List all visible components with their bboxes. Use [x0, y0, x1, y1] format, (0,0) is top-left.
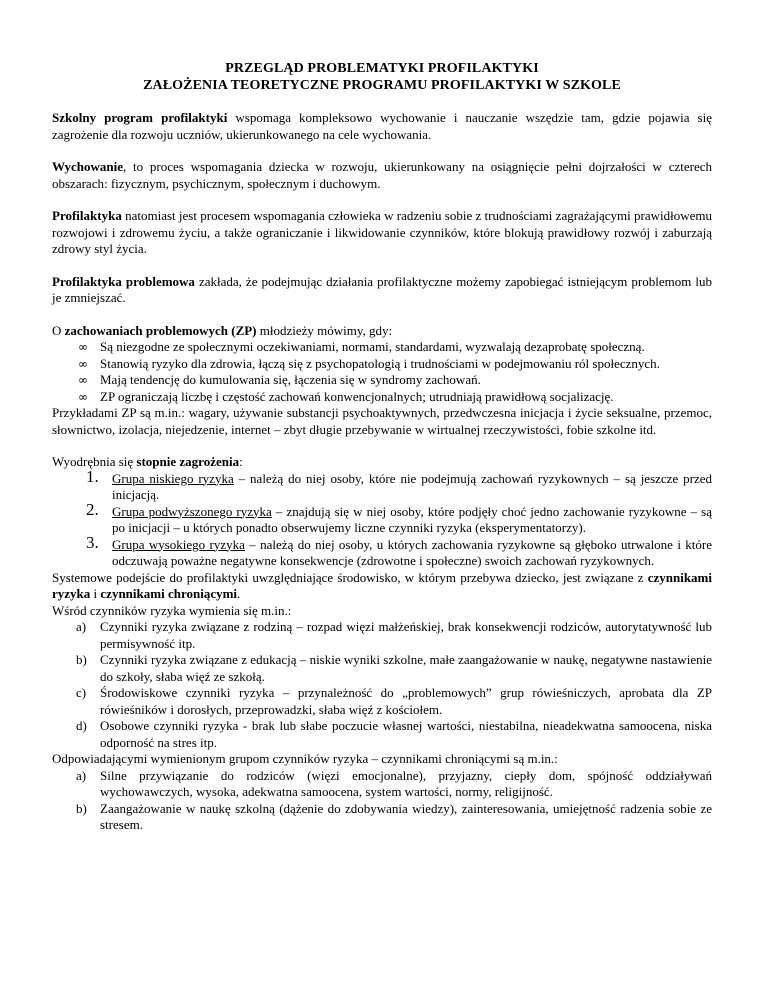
- list-letter: d): [76, 718, 87, 733]
- infinity-bullet-icon: ∞: [78, 389, 88, 404]
- list-item: [78, 356, 712, 373]
- paragraph-text: zakłada, że podejmując działania profilaktyczne możemy zapobiegać istniejącym problemom lub je zmniejszać.: [52, 273, 712, 305]
- problem-behaviours-list: [52, 339, 712, 405]
- list-item-text: Silne przywiązanie do rodziców (więzi emocjonalne), przyjazny, ciepły dom, spójność oddziaływań wychowawczych, wysoka, adekwatna samoocena, system wartości, normy, religijność.: [100, 767, 712, 799]
- list-item: [78, 339, 712, 356]
- problem-behaviours-examples: Przykładami ZP są m.in.: wagary, używanie substancji psychoaktywnych, przedwczesna inicjacja i życie seksualne, przemoc, słownictwo, izolacja, niejedzenie, internet – zbyt długie przebywanie w wirtualnej rzeczywistości, fobie szkolne itd.: [52, 405, 712, 437]
- intro-text: :: [239, 454, 243, 469]
- paragraph-upbringing: [52, 159, 712, 192]
- list-item: [76, 718, 712, 751]
- intro-text: młodzieży mówimy, gdy:: [256, 322, 393, 338]
- list-item: [86, 532, 713, 570]
- intro-text: Wyodrębnia się: [52, 454, 137, 469]
- title-line-1: PRZEGLĄD PROBLEMATYKI PROFILAKTYKI: [225, 61, 539, 76]
- paragraph-text: Systemowe podejście do profilaktyki uwzględniające środowisko, w którym przebywa dziecko, jest związane z: [52, 569, 648, 585]
- infinity-bullet-icon: ∞: [78, 356, 88, 371]
- risk-factors-list: [52, 619, 712, 751]
- risk-stages-list: [52, 466, 713, 570]
- list-item: [76, 768, 712, 801]
- paragraph-text: i: [90, 586, 101, 601]
- intro-text: O: [52, 322, 65, 338]
- risk-stages-intro: [52, 454, 712, 471]
- list-item-text: Są niezgodne ze społecznymi oczekiwaniami, normami, standardami, wyzwalają dezaprobatę społeczną.: [100, 339, 645, 354]
- title-line-2: ZAŁOŻENIA TEORETYCZNE PROGRAMU PROFILAKTYKI W SZKOLE: [143, 78, 621, 93]
- paragraph-text: natomiast jest procesem wspomagania człowieka w radzeniu sobie z trudnościami zagrażającymi prawidłowemu rozwojowi i zdrowemu życiu, a także ograniczanie i likwidowanie czynników, które blokują prawidłowy rozwój i zaburzają zdrowy styl życia.: [52, 208, 712, 256]
- list-letter: a): [76, 767, 87, 783]
- list-item-text: Stanowią ryzyko dla zdrowia, łączą się z psychopatologią i trudnościami w podejmowaniu ról społecznych.: [100, 355, 660, 371]
- list-item: [76, 619, 712, 652]
- list-item: [78, 372, 712, 389]
- term-problem-behaviours: zachowaniach problemowych (ZP): [64, 322, 257, 338]
- infinity-bullet-icon: ∞: [78, 340, 88, 354]
- list-number: 1.: [86, 466, 99, 486]
- term-protective-factors: czynnikami chroniącymi: [100, 586, 238, 601]
- paragraph-text: wspomaga kompleksowo wychowanie i nauczanie wszędzie tam, gdzie pojawia się zagrożenie dla rozwoju uczniów, ukierunkowanego na cele wychowania.: [52, 110, 712, 142]
- risk-factors-intro: Wśród czynników ryzyka wymienia się m.in.:: [52, 602, 292, 618]
- list-number: 2.: [86, 499, 99, 519]
- term-prevention: Profilaktyka: [52, 208, 122, 223]
- group-label: Grupa podwyższonego ryzyka: [112, 503, 272, 519]
- list-item-text: Zaangażowanie w naukę szkolną (dążenie do zdobywania wiedzy), zainteresowania, umiejętność radzenia sobie ze stresem.: [100, 800, 712, 832]
- list-item-text: – znajdują się w niej osoby, które podjęły choć jedno zachowanie ryzykowne – są po inicjacji – u których ponadto obserwujemy liczne czynniki ryzyka (eksperymentatorzy).: [112, 503, 712, 535]
- term-school-program: Szkolny program profilaktyki: [52, 110, 228, 125]
- list-letter: b): [76, 652, 87, 667]
- term-risk-factors: czynnikami ryzyka: [52, 569, 712, 601]
- list-item: [76, 685, 712, 718]
- paragraph-prevention: [52, 208, 712, 258]
- list-letter: a): [76, 619, 87, 634]
- term-upbringing: Wychowanie: [52, 159, 124, 174]
- list-item: [78, 389, 712, 406]
- section-risk-stages: [52, 454, 712, 834]
- infinity-bullet-icon: ∞: [78, 373, 88, 387]
- list-item: [76, 652, 712, 685]
- list-item-text: – należą do niej osoby, które nie podejmują zachowań ryzykownych – są jeszcze przed inicjacją.: [112, 470, 712, 502]
- paragraph-school-program: [52, 110, 712, 143]
- list-item: [86, 466, 712, 504]
- section-problem-behaviours: [52, 323, 712, 439]
- list-item: [86, 499, 712, 537]
- list-item-text: Czynniki ryzyka związane z edukacją – niskie wyniki szkolne, małe zaangażowanie w naukę, negatywne nastawienie do szkoły, słaba więź ze szkołą.: [100, 652, 712, 684]
- group-label: Grupa niskiego ryzyka: [112, 470, 234, 486]
- paragraph-problem-prevention: [52, 274, 712, 307]
- list-item-text: Środowiskowe czynniki ryzyka – przynależność do „problemowych” grup rówieśniczych, aprobata dla ZP rówieśników i dorosłych, przeprowadzki, słaba więź z kościołem.: [100, 685, 712, 717]
- list-letter: c): [76, 685, 87, 700]
- list-item-text: ZP ograniczają liczbę i częstość zachowań konwencjonalnych; utrudniają prawidłową socjalizację.: [100, 388, 614, 404]
- list-item-text: Osobowe czynniki ryzyka - brak lub słabe poczucie własnej wartości, niestabilna, nieadekwatna samoocena, niska odporność na stres itp.: [100, 718, 712, 750]
- term-problem-prevention: Profilaktyka problemowa: [52, 273, 195, 289]
- group-label: Grupa wysokiego ryzyka: [112, 536, 245, 552]
- protective-factors-intro: Odpowiadającymi wymienionym grupom czynników ryzyka – czynnikami chroniącymi są m.in.:: [52, 751, 558, 766]
- term-risk-stages: stopnie zagrożenia: [136, 454, 240, 469]
- list-item: [76, 801, 712, 834]
- list-item-text: – należą do niej osoby, u których zachowania ryzykowne są głęboko utrwalone i które odczuwają poważne negatywne konsekwencje (zdrowotne i społeczne) swoich zachowań ryzykownych.: [112, 536, 713, 568]
- list-number: 3.: [86, 532, 99, 552]
- paragraph-text: .: [237, 586, 241, 601]
- problem-behaviours-intro: [52, 323, 712, 340]
- list-item-text: Czynniki ryzyka związane z rodziną – rozpad więzi małżeńskiej, brak konsekwencji rodziców, autorytatywność lub permisywność itp.: [100, 619, 712, 651]
- list-item-text: Mają tendencję do kumulowania się, łączenia się w syndromy zachowań.: [100, 372, 481, 387]
- list-letter: b): [76, 800, 87, 816]
- systemic-approach: [52, 570, 712, 603]
- paragraph-text: , to proces wspomagania dziecka w rozwoju, ukierunkowany na osiągnięcie pełni dojrzałości w czterech obszarach: fizycznym, psychicznym, społecznym i duchowym.: [52, 159, 712, 191]
- protective-factors-list: [52, 768, 712, 834]
